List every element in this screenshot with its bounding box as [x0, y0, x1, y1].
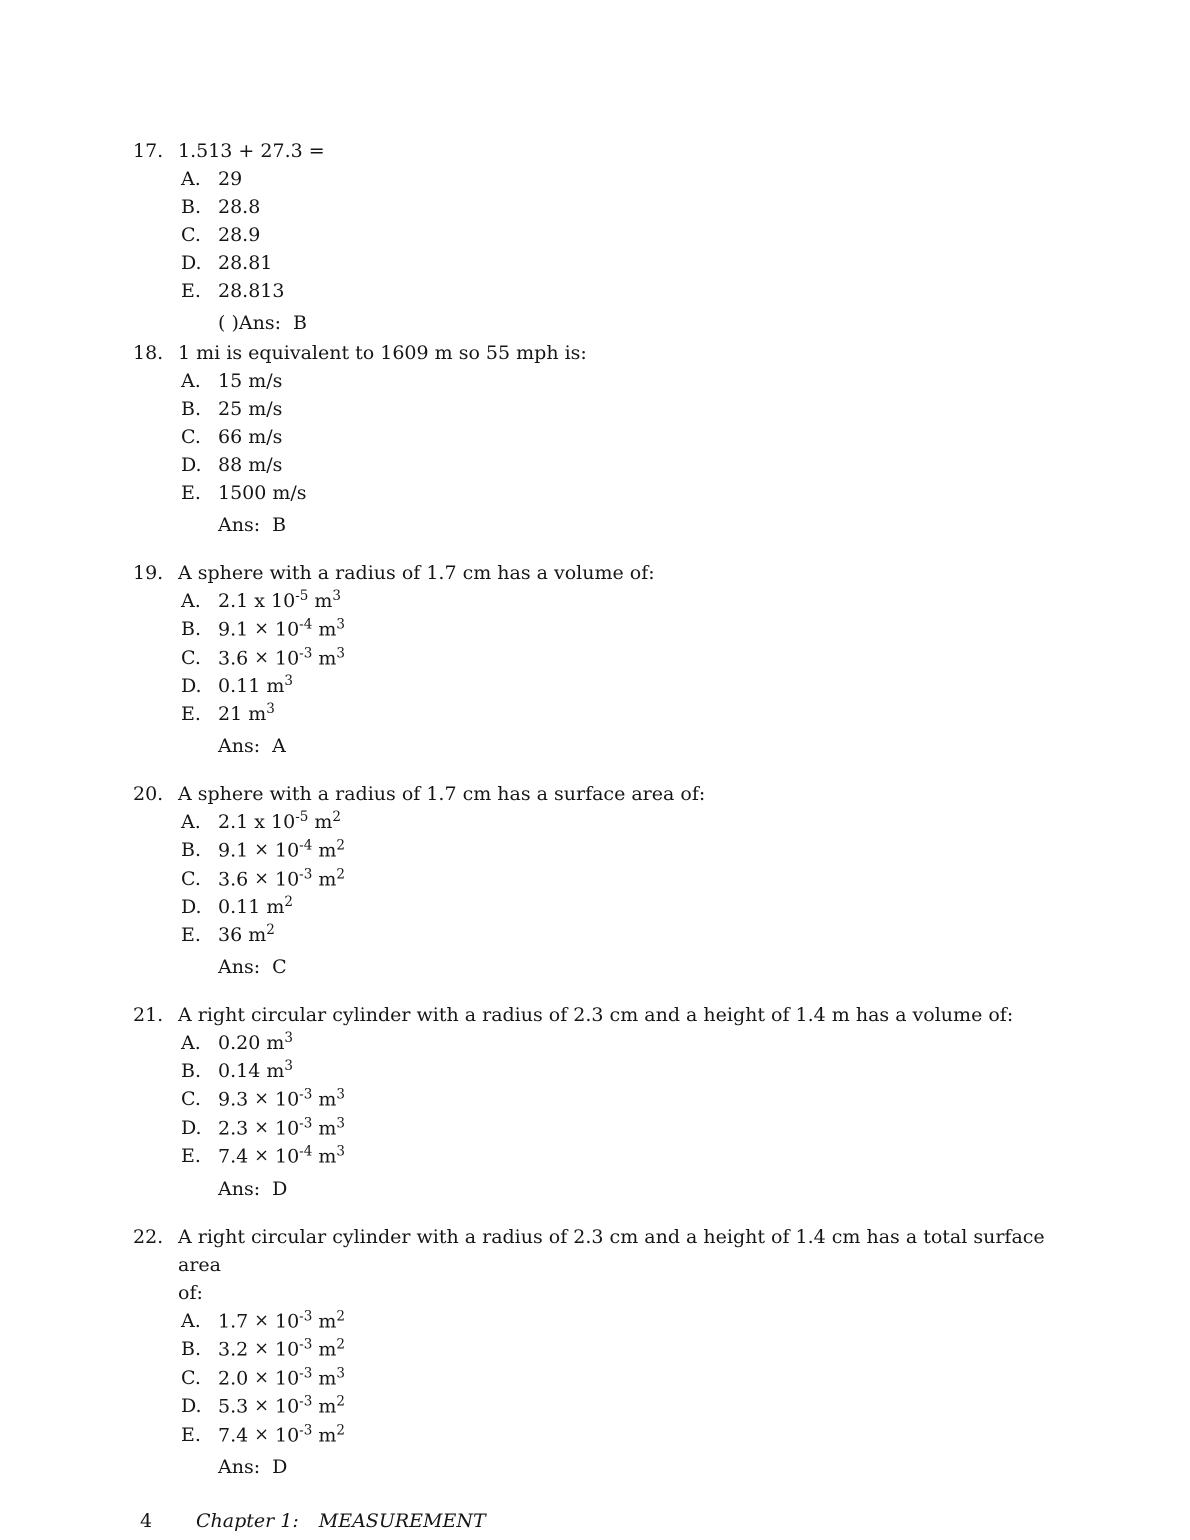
- option-label: B.: [181, 618, 202, 640]
- option-value: 25 m/s: [218, 398, 283, 420]
- option-label: D.: [181, 896, 202, 918]
- option-row: [133, 1307, 1150, 1336]
- option-value: $2.3 \times 10^{-3}$ $m^3$: [218, 1115, 345, 1139]
- option-row: [133, 1142, 1150, 1171]
- option-label: B.: [181, 1060, 202, 1082]
- option-row: [133, 451, 1150, 479]
- option-list: [133, 1307, 1150, 1450]
- question-text: [178, 137, 325, 165]
- option-label: D.: [181, 1116, 202, 1139]
- answer-row: [133, 1175, 1150, 1203]
- option-value: $7.4 \times 10^{-4}$ $m^3$: [218, 1143, 345, 1168]
- option-label: A.: [181, 370, 201, 392]
- option-label: A.: [181, 168, 201, 190]
- option-label: B.: [181, 398, 202, 420]
- question-text-line: of:: [178, 1281, 203, 1304]
- option-list: [133, 1029, 1150, 1171]
- option-label: C.: [181, 426, 201, 448]
- option-row: [133, 1114, 1150, 1143]
- option-label: C.: [181, 1366, 201, 1389]
- option-row: [133, 423, 1150, 451]
- option-row: [133, 808, 1150, 836]
- option-value: 1500 m/s: [218, 482, 307, 504]
- option-row: [133, 395, 1150, 423]
- question-text: [178, 1001, 1013, 1029]
- option-label: D.: [181, 252, 202, 274]
- option-row: [133, 921, 1150, 949]
- option-value: 28.813: [218, 280, 285, 302]
- answer-value: D: [272, 1456, 288, 1478]
- option-row: [133, 836, 1150, 865]
- question-text: [178, 1223, 1078, 1307]
- option-label: B.: [181, 1338, 202, 1360]
- option-label: C.: [181, 1088, 201, 1110]
- chapter-heading: [196, 1507, 486, 1535]
- option-value: 2.1 x $10^{-5}$ $m^3$: [218, 588, 341, 612]
- answer-label: Ans:: [218, 514, 261, 536]
- answer-value: A: [272, 735, 286, 757]
- option-row: [133, 893, 1150, 921]
- option-list: [133, 808, 1150, 949]
- question-number: 19.: [133, 562, 164, 584]
- option-label: B.: [181, 196, 202, 218]
- option-value: 2.1 x $10^{-5}$ $m^2$: [218, 809, 341, 833]
- answer-label: Ans:: [218, 956, 261, 978]
- option-label: E.: [181, 1145, 201, 1167]
- option-list: [133, 367, 1150, 507]
- option-list: [133, 165, 1150, 305]
- option-label: E.: [181, 924, 201, 946]
- answer-value: B: [272, 514, 287, 536]
- answer-value: B: [292, 312, 307, 334]
- question-text-line: A sphere with a radius of 1.7 cm has a surface area of:: [178, 783, 706, 805]
- option-row: [133, 1421, 1150, 1450]
- question-block: [133, 339, 1150, 539]
- option-value: 36 $m^2$: [218, 922, 275, 946]
- answer-row: [133, 732, 1150, 760]
- option-value: $9.3 \times 10^{-3}$ $m^3$: [218, 1086, 345, 1111]
- answer-row: [133, 1453, 1150, 1481]
- option-value: 28.9: [218, 224, 261, 246]
- option-label: E.: [181, 280, 201, 302]
- option-value: 88 m/s: [218, 454, 283, 476]
- option-value: 29: [218, 168, 243, 190]
- question-block: [133, 780, 1150, 981]
- question-block: [133, 559, 1150, 760]
- option-row: [133, 644, 1150, 673]
- question-text-line: A sphere with a radius of 1.7 cm has a volume of:: [178, 562, 655, 584]
- answer-label: Ans:: [218, 1177, 261, 1200]
- option-value: 0.20 $m^3$: [218, 1030, 293, 1054]
- answer-value: C: [272, 956, 287, 978]
- question-block: [133, 1223, 1150, 1482]
- question-block: [133, 137, 1150, 337]
- option-value: $9.1 \times 10^{-4}$ $m^3$: [218, 616, 345, 641]
- question-head: [133, 1001, 1150, 1029]
- question-head: [133, 339, 1150, 367]
- option-value: $3.2 \times 10^{-3}$ $m^2$: [218, 1336, 345, 1361]
- option-row: [133, 367, 1150, 395]
- option-row: [133, 1085, 1150, 1114]
- chapter-label: Chapter 1:: [196, 1510, 299, 1532]
- option-value: $5.3 \times 10^{-3}$ $m^2$: [218, 1393, 345, 1418]
- chapter-title: MEASUREMENT: [318, 1510, 486, 1532]
- question-block: [133, 1001, 1150, 1203]
- answer-row: [133, 309, 1150, 337]
- option-row: [133, 479, 1150, 507]
- option-row: [133, 277, 1150, 305]
- option-row: [133, 193, 1150, 221]
- option-label: D.: [181, 454, 202, 476]
- option-row: [133, 221, 1150, 249]
- option-value: 28.81: [218, 252, 273, 274]
- question-text-line: A right circular cylinder with a radius of 2.3 cm and a height of 1.4 m has a volume of:: [178, 1004, 1014, 1026]
- option-label: E.: [181, 703, 201, 725]
- answer-row: [133, 511, 1150, 539]
- question-head: [133, 559, 1150, 587]
- question-number: 17.: [133, 140, 164, 162]
- option-label: C.: [181, 224, 201, 246]
- option-value: $3.6 \times 10^{-3}$ $m^3$: [218, 645, 345, 669]
- option-value: $9.1 \times 10^{-4}$ $m^2$: [218, 837, 345, 862]
- option-value: 0.14 $m^3$: [218, 1058, 293, 1082]
- option-value: 0.11 $m^3$: [218, 673, 293, 697]
- option-label: E.: [181, 1423, 201, 1446]
- option-value: 0.11 $m^2$: [218, 894, 293, 918]
- option-row: [133, 1364, 1150, 1393]
- option-row: [133, 700, 1150, 728]
- question-head: [133, 780, 1150, 808]
- option-row: [133, 865, 1150, 894]
- option-value: 15 m/s: [218, 370, 283, 392]
- question-text: [178, 559, 655, 587]
- option-value: $7.4 \times 10^{-3}$ $m^2$: [218, 1422, 345, 1446]
- option-label: D.: [181, 675, 202, 697]
- question-number: 22.: [133, 1225, 164, 1248]
- question-text-line: 1 mi is equivalent to 1609 m so 55 mph is:: [178, 342, 587, 364]
- option-row: [133, 1392, 1150, 1421]
- option-label: A.: [181, 811, 201, 833]
- question-text-line: A right circular cylinder with a radius of 2.3 cm and a height of 1.4 cm has a total surface area: [178, 1225, 1045, 1276]
- answer-label: Ans:: [218, 735, 261, 757]
- option-value: 66 m/s: [218, 426, 283, 448]
- option-value: 21 $m^3$: [218, 701, 275, 725]
- question-number: 20.: [133, 783, 164, 805]
- page-number: 4: [140, 1510, 153, 1532]
- option-label: A.: [181, 1032, 201, 1054]
- question-number: 18.: [133, 342, 164, 364]
- option-row: [133, 1029, 1150, 1057]
- option-row: [133, 1335, 1150, 1364]
- option-label: B.: [181, 839, 202, 861]
- option-row: [133, 249, 1150, 277]
- option-value: 28.8: [218, 196, 261, 218]
- option-list: [133, 587, 1150, 728]
- option-label: A.: [181, 590, 201, 612]
- option-label: D.: [181, 1395, 202, 1417]
- question-list: [133, 137, 1150, 1481]
- option-row: [133, 672, 1150, 700]
- page-footer: [133, 1507, 1150, 1535]
- option-row: [133, 587, 1150, 615]
- option-label: C.: [181, 646, 201, 669]
- question-text-line: 1.513 + 27.3 =: [178, 140, 325, 162]
- question-head: [133, 137, 1150, 165]
- option-value: $1.7 \times 10^{-3}$ $m^2$: [218, 1308, 345, 1332]
- question-text: [178, 780, 705, 808]
- option-value: $3.6 \times 10^{-3}$ $m^2$: [218, 866, 345, 890]
- option-label: A.: [181, 1309, 201, 1332]
- option-label: E.: [181, 482, 201, 504]
- question-number: 21.: [133, 1004, 164, 1026]
- option-row: [133, 615, 1150, 644]
- answer-label: ( )Ans:: [218, 312, 281, 334]
- question-text: [178, 339, 587, 367]
- answer-label: Ans:: [218, 1456, 261, 1478]
- option-row: [133, 165, 1150, 193]
- answer-row: [133, 953, 1150, 981]
- answer-value: D: [272, 1177, 288, 1200]
- option-value: $2.0 \times 10^{-3}$ $m^3$: [218, 1365, 345, 1389]
- option-label: C.: [181, 867, 201, 890]
- option-row: [133, 1057, 1150, 1085]
- question-head: [133, 1223, 1150, 1307]
